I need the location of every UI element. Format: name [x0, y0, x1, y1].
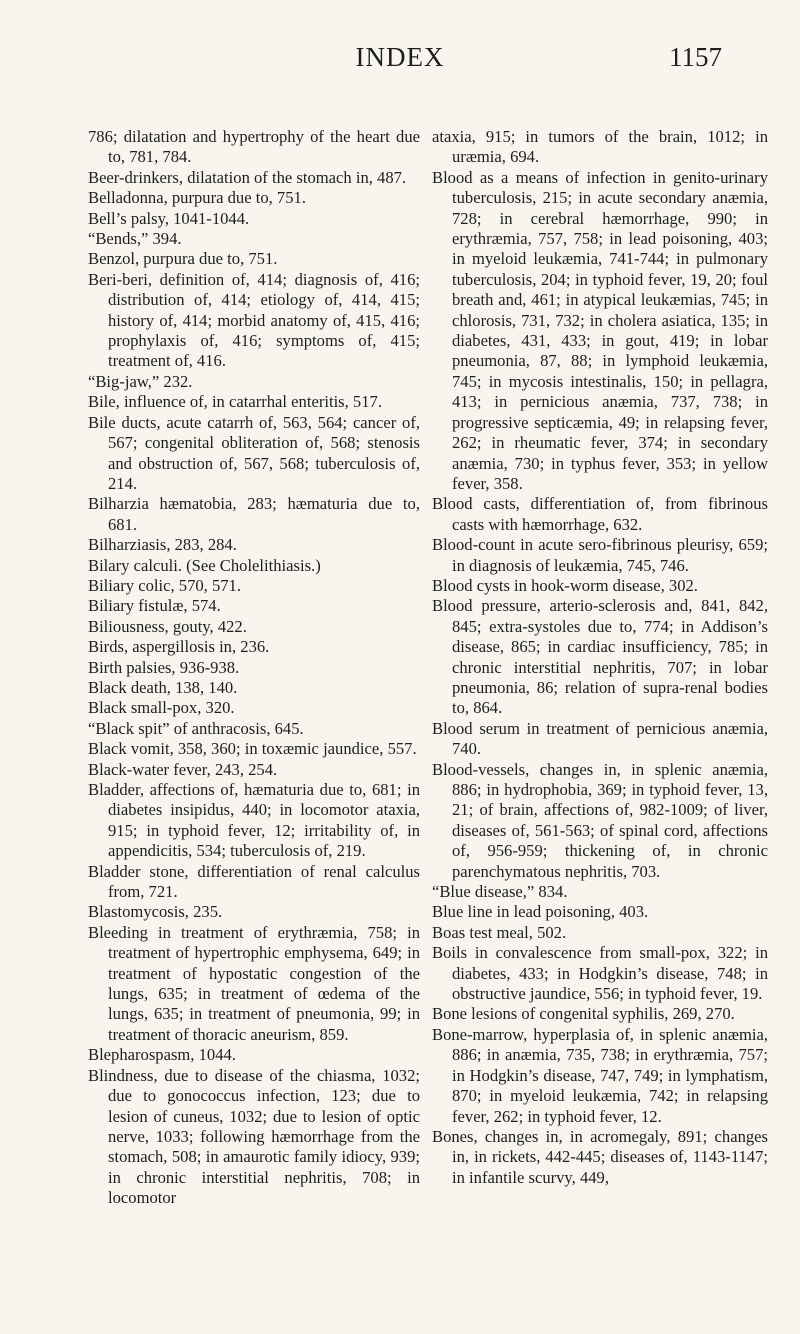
page-number: 1157 [669, 42, 722, 72]
index-entry: Belladonna, purpura due to, 751. [88, 188, 306, 208]
index-entry: Bilharzia hæmatobia, 283; hæmaturia due to, 681. [88, 494, 420, 534]
index-entry: Blood cysts in hook-worm disease, 302. [432, 575, 698, 595]
index-entry: Bilary calculi. (See Cholelithiasis.) [88, 555, 321, 575]
index-entry: Black-water fever, 243, 254. [88, 759, 278, 779]
index-entry: Black small-pox, 320. [88, 698, 235, 718]
right-column [432, 127, 768, 1188]
index-entry: Blood pressure, arterio-sclerosis and, 841, 842, 845; extra-systoles due to, 774; in Addison’s disease, 865; in cardiac insufficiency, 785; in chronic interstitial nephritis, 707; in lobar pneumonia, 86; relation of supra-renal bodies to, 864. [432, 596, 768, 718]
index-entry: Blue line in lead poisoning, 403. [432, 902, 649, 922]
index-entry: Beer-drinkers, dilatation of the stomach in, 487. [88, 167, 407, 187]
running-head: INDEX [355, 42, 445, 72]
index-entry: Bell’s palsy, 1041-1044. [88, 208, 250, 228]
index-entry: Bile, influence of, in catarrhal enteritis, 517. [88, 392, 382, 412]
index-entry: Blood casts, differentiation of, from fibrinous casts with hæmorrhage, 632. [432, 494, 768, 534]
index-entry: Blindness, due to disease of the chiasma, 1032; due to gonococcus infection, 123; due to lesion of cuneus, 1032; due to lesion of optic nerve, 1033; following hæmorrhage from the stomach, 508; in amaurotic family idiocy, 939; in chronic interstitial nephritis, 708; in locomotor [88, 1065, 420, 1208]
index-entry: Bones, changes in, in acromegaly, 891; changes in, in rickets, 442-445; diseases of, 1143-1147; in infantile scurvy, 449, [432, 1126, 768, 1187]
index-entry: Bladder, affections of, hæmaturia due to, 681; in diabetes insipidus, 440; in locomotor ataxia, 915; in typhoid fever, 12; irritability of, in appendicitis, 534; tuberculosis of, 219. [88, 780, 420, 861]
index-entry: “Black spit” of anthracosis, 645. [88, 718, 304, 738]
index-entry: Bone lesions of congenital syphilis, 269, 270. [432, 1004, 735, 1024]
index-entry: ataxia, 915; in tumors of the brain, 1012; in uræmia, 694. [432, 127, 768, 167]
index-entry: Boils in convalescence from small-pox, 322; in diabetes, 433; in Hodgkin’s disease, 748; in obstructive jaundice, 556; in typhoid fever, 19. [432, 943, 768, 1004]
index-entry: “Bends,” 394. [88, 229, 182, 249]
index-entry: Beri-beri, definition of, 414; diagnosis of, 416; distribution of, 414; etiology of, 414, 415; history of, 414; morbid anatomy of, 415, 416; prophylaxis of, 416; symptoms of, 415; treatment of, 416. [88, 269, 420, 371]
left-column [88, 127, 420, 1209]
index-entry: Blood as a means of infection in genito-urinary tuberculosis, 215; in acute secondary anæmia, 728; in cerebral hæmorrhage, 990; in erythræmia, 757, 758; in lead poisoning, 403; in myeloid leukæmia, 741-744; in pulmonary tuberculosis, 204; in typhoid fever, 19, 20; foul breath and, 461; in atypical leukæmias, 745; in chlorosis, 731, 732; in cholera asiatica, 135; in diabetes, 431, 433; in gout, 419; in lobar pneumonia, 87, 88; in lymphoid leukæmia, 745; in mycosis intestinalis, 150; in pellagra, 413; in pernicious anæmia, 737, 738; in progressive septicæmia, 49; in relapsing fever, 262; in rheumatic fever, 374; in secondary anæmia, 730; in typhus fever, 353; in yellow fever, 358. [432, 167, 768, 493]
index-entry: Blepharospasm, 1044. [88, 1045, 236, 1065]
index-entry: Bone-marrow, hyperplasia of, in splenic anæmia, 886; in anæmia, 735, 738; in erythræmia, 757; in Hodgkin’s disease, 747, 749; in lymphatism, 870; in myeloid leukæmia, 742; in relapsing fever, 262; in typhoid fever, 12. [432, 1024, 768, 1126]
index-entry: Birth palsies, 936-938. [88, 657, 240, 677]
index-entry: Bladder stone, differentiation of renal calculus from, 721. [88, 861, 420, 902]
index-entry: Birds, aspergillosis in, 236. [88, 637, 270, 657]
index-entry: Biliary fistulæ, 574. [88, 596, 221, 616]
index-entry: Bilharziasis, 283, 284. [88, 535, 237, 555]
index-entry: Bile ducts, acute catarrh of, 563, 564; cancer of, 567; congenital obliteration of, 568; stenosis and obstruction of, 567, 568; tuberculosis of, 214. [88, 412, 420, 493]
index-entry: Biliousness, gouty, 422. [88, 616, 247, 636]
index-entry: Boas test meal, 502. [432, 922, 567, 942]
index-entry: Blood-count in acute sero-fibrinous pleurisy, 659; in diagnosis of leukæmia, 745, 746. [432, 535, 768, 575]
index-entry: “Blue disease,” 834. [432, 882, 568, 902]
index-entry: Biliary colic, 570, 571. [88, 575, 242, 595]
index-entry: Blood serum in treatment of pernicious anæmia, 740. [432, 718, 768, 759]
index-entry: Blastomycosis, 235. [88, 902, 223, 922]
index-entry: Blood-vessels, changes in, in splenic anæmia, 886; in hydrophobia, 369; in typhoid fever, 13, 21; of brain, affections of, 982-1009; of liver, diseases of, 561-563; of spinal cord, affections of, 956-959; thickening of, in chronic parenchymatous nephritis, 703. [432, 759, 768, 881]
index-entry: Bleeding in treatment of erythræmia, 758; in treatment of hypertrophic emphysema, 649; in treatment of hypostatic congestion of the lungs, 635; in treatment of œdema of the lungs, 635; in treatment of pneumonia, 99; in treatment of thoracic aneurism, 859. [88, 922, 420, 1044]
index-entry: Black vomit, 358, 360; in toxæmic jaundice, 557. [88, 739, 417, 759]
index-entry: “Big-jaw,” 232. [88, 371, 193, 391]
index-entry: Benzol, purpura due to, 751. [88, 249, 278, 269]
index-entry: 786; dilatation and hypertrophy of the heart due to, 781, 784. [88, 127, 420, 167]
index-entry: Black death, 138, 140. [88, 677, 238, 697]
